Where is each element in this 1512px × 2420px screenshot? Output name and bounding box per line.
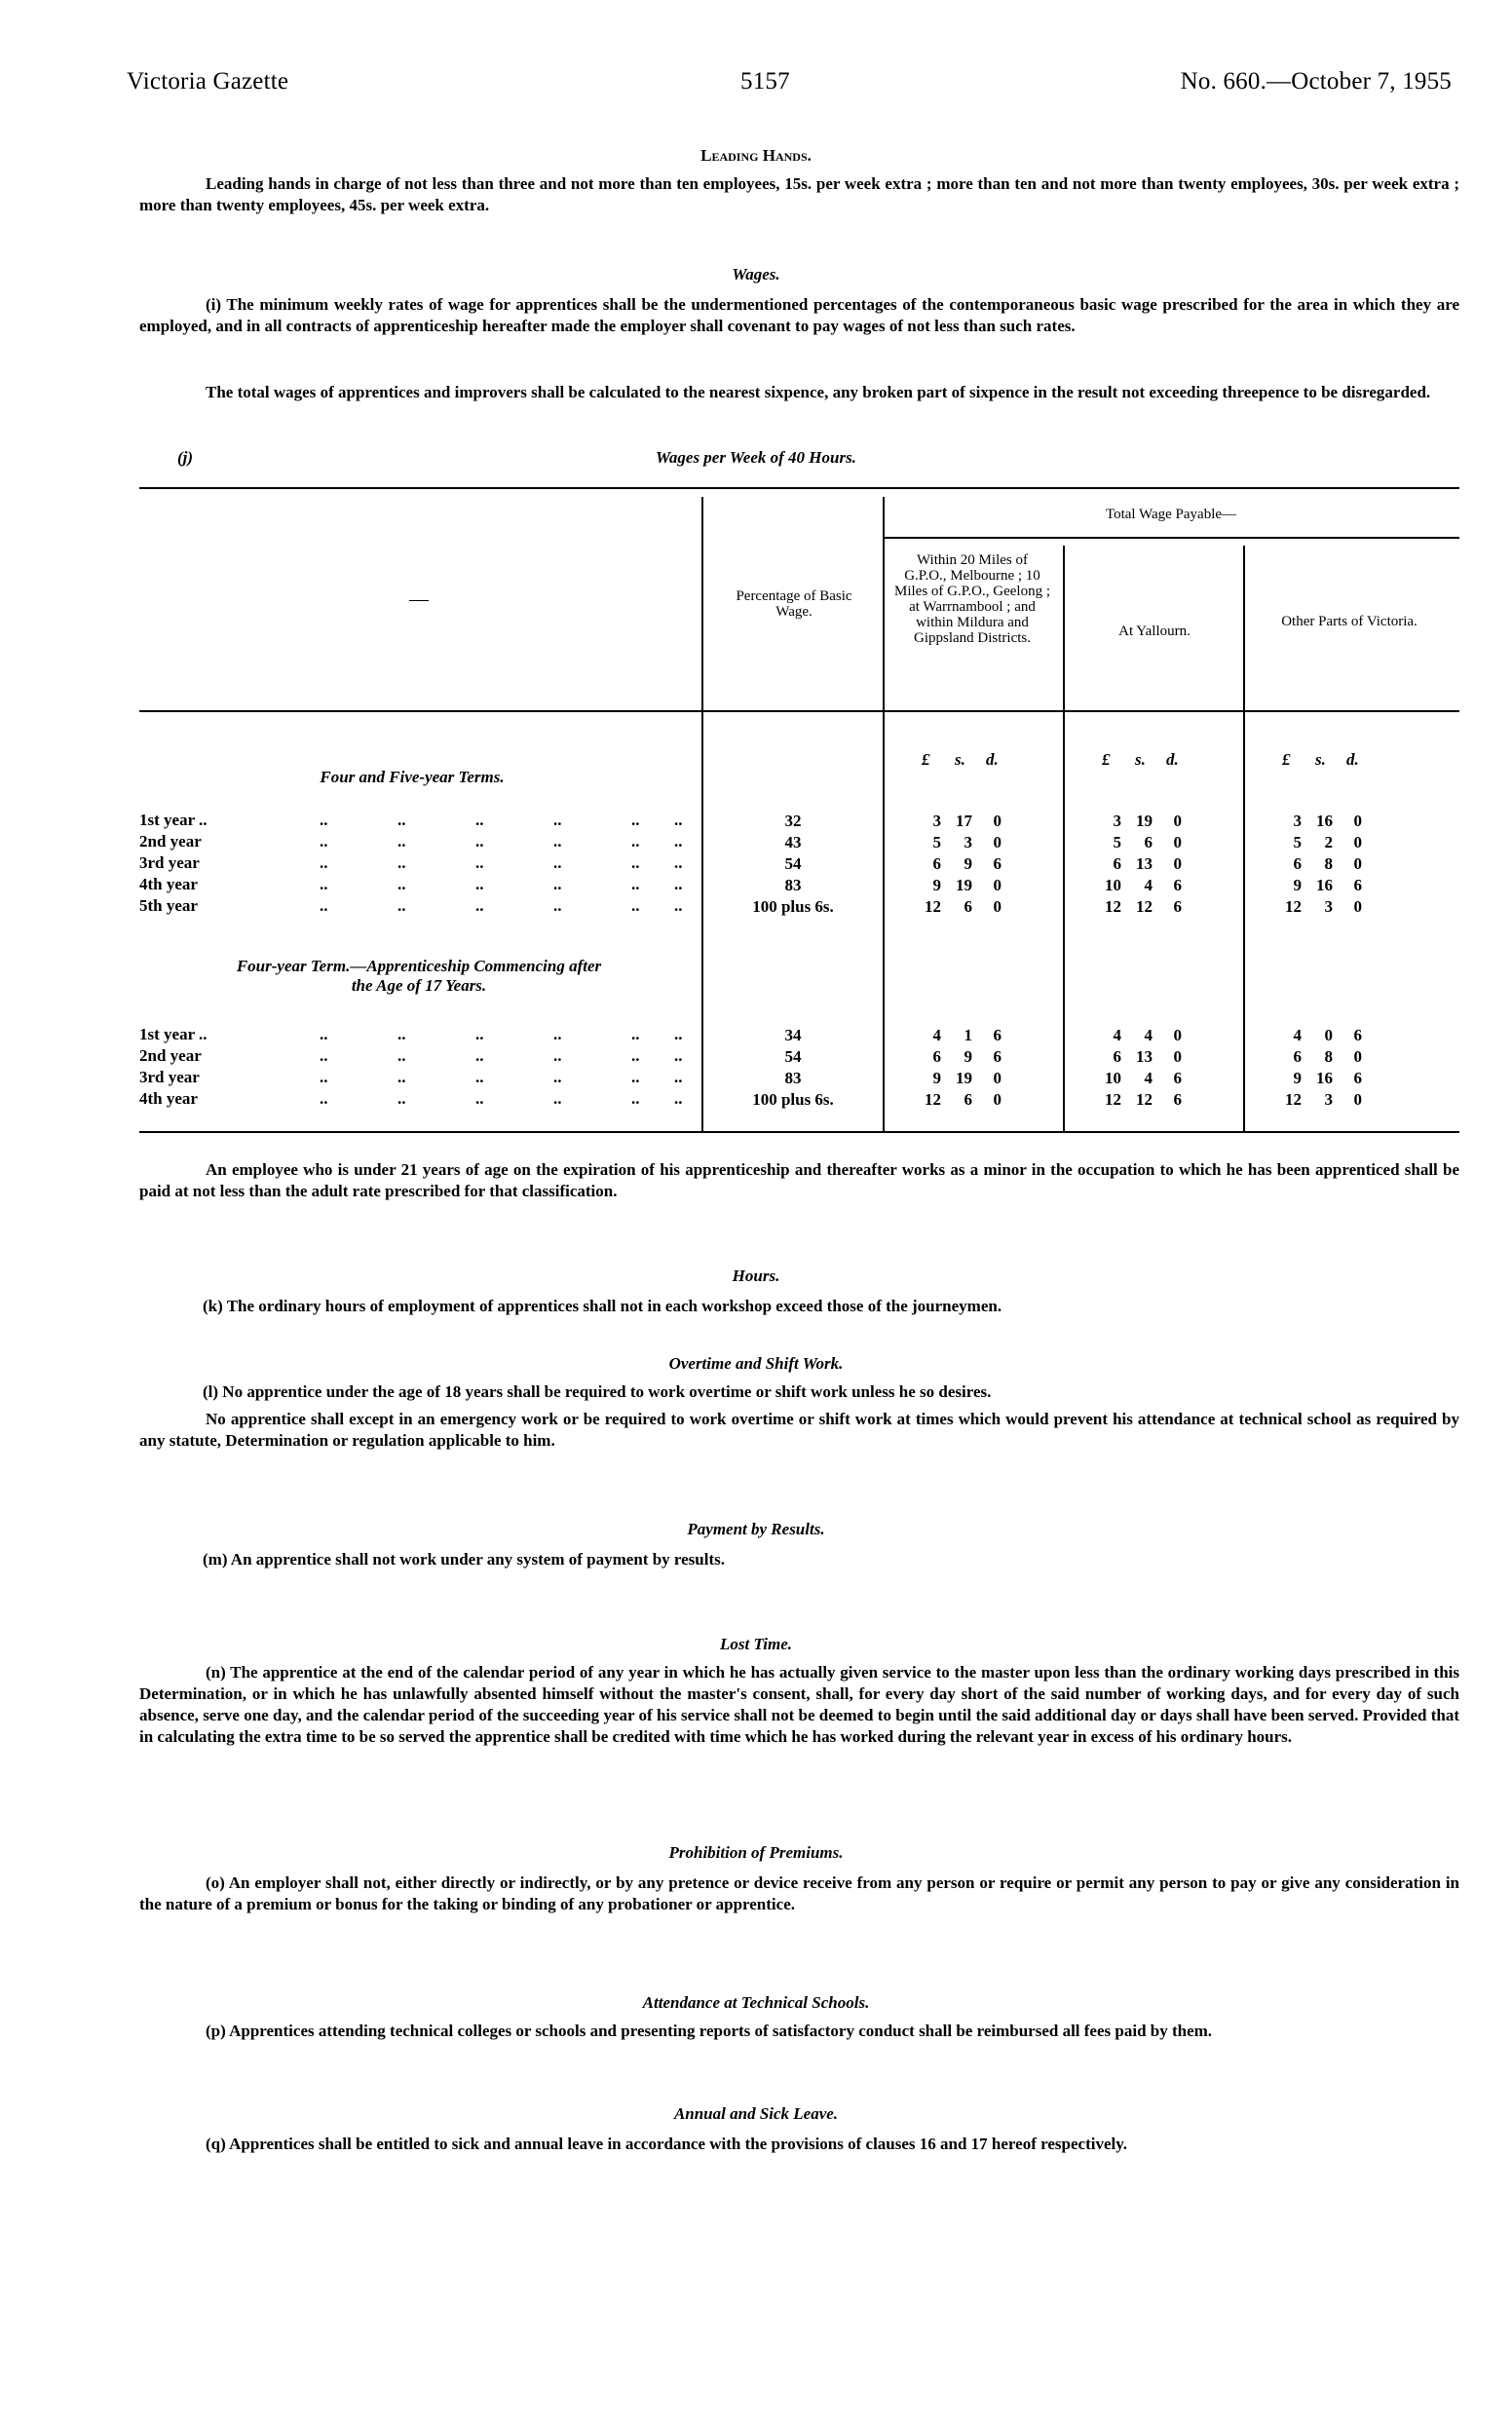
leader-dots: .. <box>631 832 640 851</box>
leader-dots: .. <box>397 896 406 915</box>
leader-dots: .. <box>397 875 406 893</box>
leading-hands-text: Leading hands in charge of not less than three and not more than ten employees, 15s. per week extra ; more than ten and not more than twenty employees, 30s. per week extra ; more than twenty employees, 45s. per week extra. <box>139 174 1459 214</box>
pence-cell: 0 <box>1353 812 1362 830</box>
leader-dots: .. <box>475 853 484 872</box>
payment-by-results-paragraph <box>139 1549 1459 1570</box>
pence-cell: 6 <box>1353 876 1362 894</box>
leader-dots: .. <box>320 1046 328 1065</box>
leader-dots: .. <box>397 1089 406 1108</box>
hours-heading: Hours. <box>732 1267 780 1285</box>
shillings-cell: 0 <box>1324 1026 1333 1044</box>
lost-time-text: (n) The apprentice at the end of the calendar period of any year in which he has actually given service to the master upon less than the ordinary working days prescribed in this Determination, or in which he has unlawfully absented himself without the master's consent, shall, for every day short of the said number of working days, and for every day of such absence, serve one day, and the calendar period of the succeeding year of his service shall not be deemed to begin until the said additional day or days shall have been served. Provided that in calculating the extra time to be so served the apprentice shall be credited with time which he has worked during the relevant year in excess of his ordinary hours. <box>139 1663 1459 1746</box>
hours-paragraph <box>139 1296 1459 1317</box>
leader-dots: .. <box>475 896 484 915</box>
shillings-cell: 19 <box>1136 812 1153 830</box>
shillings-cell: 2 <box>1324 833 1333 851</box>
pounds-cell: 6 <box>1293 1047 1302 1066</box>
shillings-cell: 8 <box>1324 1047 1333 1066</box>
table-title: Wages per Week of 40 Hours. <box>656 448 856 467</box>
shillings-cell: 16 <box>1316 1069 1333 1087</box>
technical-schools-paragraph <box>139 2021 1459 2042</box>
leave-heading: Annual and Sick Leave. <box>673 2104 839 2123</box>
leader-dots: .. <box>397 832 406 851</box>
wages-rounding-text: The total wages of apprentices and improvers shall be calculated to the nearest sixpence, any broken part of sixpence in the result not exceeding threepence to be disregarded. <box>206 383 1431 401</box>
leader-dots: .. <box>674 853 683 872</box>
pounds-cell: 5 <box>1293 833 1302 851</box>
row-year-label: 4th year <box>139 875 198 893</box>
currency-unit-header: £ <box>1282 750 1291 769</box>
leader-dots: .. <box>553 1046 562 1065</box>
shillings-cell: 3 <box>1324 897 1333 916</box>
publication-title: Victoria Gazette <box>127 68 289 95</box>
percentage-cell: 100 plus 6s. <box>752 897 834 916</box>
leader-dots: .. <box>397 1025 406 1043</box>
pounds-cell: 12 <box>925 897 941 916</box>
header-yallourn: At Yallourn. <box>1118 624 1191 639</box>
wages-i-text: (i) The minimum weekly rates of wage for apprentices shall be the undermentioned percentages of the contemporaneous basic wage prescribed for the area in which they are employed, and in all contracts of apprenticeship hereafter made the employer shall covenant to pay wages of not less than such rates. <box>139 295 1459 335</box>
shillings-cell: 13 <box>1136 854 1153 873</box>
leader-dots: .. <box>320 832 328 851</box>
pence-cell: 0 <box>1173 812 1182 830</box>
blank-header-dash: — <box>409 588 429 610</box>
leader-dots: .. <box>397 1046 406 1065</box>
shillings-cell: 12 <box>1136 1090 1153 1109</box>
pounds-cell: 6 <box>932 854 941 873</box>
row-year-label: 2nd year <box>139 1046 202 1065</box>
leader-dots: .. <box>475 1068 484 1086</box>
table-clause-label: (j) <box>177 448 194 467</box>
leader-dots: .. <box>320 875 328 893</box>
pence-cell: 0 <box>993 812 1002 830</box>
percentage-cell: 43 <box>784 833 802 851</box>
pounds-cell: 4 <box>1293 1026 1302 1044</box>
row-year-label: 1st year .. <box>139 811 208 829</box>
leader-dots: .. <box>553 1025 562 1043</box>
percentage-cell: 100 plus 6s. <box>752 1090 834 1109</box>
pounds-cell: 12 <box>1285 897 1302 916</box>
leader-dots: .. <box>674 1068 683 1086</box>
shillings-cell: 6 <box>964 1090 972 1109</box>
pence-cell: 0 <box>993 876 1002 894</box>
pounds-cell: 12 <box>1105 897 1121 916</box>
leader-dots: .. <box>320 811 328 829</box>
leader-dots: .. <box>475 875 484 893</box>
wages-heading: Wages. <box>732 265 780 284</box>
shillings-cell: 9 <box>964 854 972 873</box>
overtime-heading: Overtime and Shift Work. <box>668 1354 844 1373</box>
pounds-cell: 9 <box>1293 1069 1302 1087</box>
lost-time-paragraph <box>139 1662 1459 1748</box>
pence-cell: 6 <box>1173 1090 1182 1109</box>
pounds-cell: 4 <box>932 1026 941 1044</box>
currency-unit-header: s. <box>1135 750 1146 769</box>
wages-rounding-paragraph <box>139 382 1459 403</box>
leader-dots: .. <box>397 811 406 829</box>
minor-note-text: An employee who is under 21 years of age on the expiration of his apprenticeship and thereafter works as a minor in the occupation to which he has been apprenticed shall be paid at not less than the adult rate prescribed for that classification. <box>139 1160 1459 1200</box>
currency-unit-header: £ <box>1102 750 1111 769</box>
leader-dots: .. <box>631 875 640 893</box>
leader-dots: .. <box>553 1068 562 1086</box>
pence-cell: 0 <box>1353 833 1362 851</box>
shillings-cell: 19 <box>956 1069 972 1087</box>
pence-cell: 0 <box>1173 833 1182 851</box>
lost-time-heading: Lost Time. <box>720 1635 792 1653</box>
group-header-rule <box>883 537 1459 539</box>
minor-note-paragraph <box>139 1159 1459 1202</box>
row-year-label: 5th year <box>139 896 198 915</box>
leader-dots: .. <box>674 896 683 915</box>
pence-cell: 0 <box>1173 1047 1182 1066</box>
header-bottom-rule <box>139 710 1459 712</box>
pounds-cell: 9 <box>1293 876 1302 894</box>
pounds-cell: 5 <box>932 833 941 851</box>
leader-dots: .. <box>320 896 328 915</box>
leader-dots: .. <box>553 875 562 893</box>
pence-cell: 0 <box>993 1069 1002 1087</box>
leader-dots: .. <box>553 853 562 872</box>
shillings-cell: 3 <box>964 833 972 851</box>
row-year-label: 4th year <box>139 1089 198 1108</box>
shillings-cell: 6 <box>964 897 972 916</box>
shillings-cell: 4 <box>1144 1026 1153 1044</box>
leader-dots: .. <box>631 853 640 872</box>
section-title-line-1: Four-year Term.—Apprenticeship Commencing after <box>236 957 602 975</box>
overtime-paragraph-2 <box>139 1409 1459 1452</box>
payment-by-results-text: (m) An apprentice shall not work under any system of payment by results. <box>203 1550 726 1569</box>
currency-unit-header: d. <box>986 750 999 769</box>
currency-unit-header: £ <box>922 750 930 769</box>
overtime-2-text: No apprentice shall except in an emergency work or be required to work overtime or shift work at times which would prevent his attendance at technical school as required by any statute, Determination or regulation applicable to him. <box>139 1410 1459 1450</box>
leader-dots: .. <box>631 1025 640 1043</box>
pounds-cell: 6 <box>1293 854 1302 873</box>
leave-text: (q) Apprentices shall be entitled to sick and annual leave in accordance with the provisions of clauses 16 and 17 hereof respectively. <box>206 2135 1128 2153</box>
pounds-cell: 4 <box>1113 1026 1121 1044</box>
shillings-cell: 9 <box>964 1047 972 1066</box>
pounds-cell: 6 <box>1113 1047 1121 1066</box>
pounds-cell: 6 <box>1113 854 1121 873</box>
section-title-four-five-year: Four and Five-year Terms. <box>320 768 505 786</box>
shillings-cell: 16 <box>1316 812 1333 830</box>
leader-dots: .. <box>674 1025 683 1043</box>
header-melbourne-zone: Within 20 Miles of G.P.O., Melbourne ; 10 Miles of G.P.O., Geelong ; at Warrnambool ; and within Mildura and Gippsland Districts. <box>894 552 1050 646</box>
pounds-cell: 5 <box>1113 833 1121 851</box>
leader-dots: .. <box>475 832 484 851</box>
issue-date: No. 660.—October 7, 1955 <box>1180 68 1452 95</box>
pence-cell: 0 <box>1353 897 1362 916</box>
pounds-cell: 3 <box>1113 812 1121 830</box>
section-title-four-year-after-17 <box>146 957 692 996</box>
leader-dots: .. <box>475 811 484 829</box>
leader-dots: .. <box>475 1046 484 1065</box>
leader-dots: .. <box>674 875 683 893</box>
overtime-l-text: (l) No apprentice under the age of 18 years shall be required to work overtime or shift work unless he so desires. <box>203 1382 992 1401</box>
shillings-cell: 3 <box>1324 1090 1333 1109</box>
table-bottom-rule <box>139 1131 1459 1133</box>
pounds-cell: 12 <box>1285 1090 1302 1109</box>
percentage-cell: 54 <box>784 1047 802 1066</box>
header-percentage: Percentage of Basic Wage. <box>736 588 852 620</box>
leader-dots: .. <box>553 832 562 851</box>
table-top-rule <box>139 487 1459 489</box>
pence-cell: 6 <box>1173 876 1182 894</box>
hours-text: (k) The ordinary hours of employment of apprentices shall not in each workshop exceed those of the journeymen. <box>203 1297 1002 1315</box>
technical-schools-heading: Attendance at Technical Schools. <box>642 1993 870 2012</box>
header-other-parts: Other Parts of Victoria. <box>1281 614 1418 629</box>
shillings-cell: 1 <box>964 1026 972 1044</box>
shillings-cell: 13 <box>1136 1047 1153 1066</box>
page-number: 5157 <box>740 68 790 95</box>
leading-hands-heading: Leading Hands. <box>700 146 812 165</box>
percentage-cell: 54 <box>784 854 802 873</box>
leader-dots: .. <box>475 1025 484 1043</box>
shillings-cell: 6 <box>1144 833 1153 851</box>
premiums-text: (o) An employer shall not, either directly or indirectly, or by any pretence or device receive from any person or require or permit any person to pay or give any consideration in the nature of a premium or bonus for the taking or binding of any probationer or apprentice. <box>139 1873 1459 1913</box>
pounds-cell: 12 <box>925 1090 941 1109</box>
leader-dots: .. <box>674 811 683 829</box>
payment-by-results-heading: Payment by Results. <box>687 1520 825 1538</box>
leader-dots: .. <box>320 853 328 872</box>
currency-unit-header: d. <box>1166 750 1179 769</box>
pence-cell: 6 <box>1173 1069 1182 1087</box>
shillings-cell: 17 <box>956 812 972 830</box>
currency-unit-header: s. <box>1315 750 1326 769</box>
percentage-cell: 83 <box>784 876 802 894</box>
pounds-cell: 9 <box>932 876 941 894</box>
pence-cell: 0 <box>993 1090 1002 1109</box>
shillings-cell: 12 <box>1136 897 1153 916</box>
percentage-cell: 83 <box>784 1069 802 1087</box>
premiums-heading: Prohibition of Premiums. <box>668 1843 844 1862</box>
pence-cell: 0 <box>1173 854 1182 873</box>
pence-cell: 0 <box>993 897 1002 916</box>
pence-cell: 6 <box>1173 897 1182 916</box>
shillings-cell: 4 <box>1144 876 1153 894</box>
leader-dots: .. <box>631 1046 640 1065</box>
pence-cell: 0 <box>1173 1026 1182 1044</box>
pence-cell: 6 <box>1353 1026 1362 1044</box>
pounds-cell: 6 <box>932 1047 941 1066</box>
row-year-label: 3rd year <box>139 1068 200 1086</box>
leader-dots: .. <box>553 1089 562 1108</box>
pence-cell: 6 <box>993 1047 1002 1066</box>
leader-dots: .. <box>674 1089 683 1108</box>
pounds-cell: 12 <box>1105 1090 1121 1109</box>
row-year-label: 3rd year <box>139 853 200 872</box>
row-year-label: 2nd year <box>139 832 202 851</box>
column-divider-4 <box>1243 546 1245 1131</box>
leader-dots: .. <box>397 853 406 872</box>
shillings-cell: 8 <box>1324 854 1333 873</box>
leader-dots: .. <box>320 1089 328 1108</box>
pounds-cell: 3 <box>1293 812 1302 830</box>
shillings-cell: 16 <box>1316 876 1333 894</box>
section-title-line-2: the Age of 17 Years. <box>351 976 487 995</box>
shillings-cell: 4 <box>1144 1069 1153 1087</box>
leader-dots: .. <box>674 1046 683 1065</box>
pence-cell: 0 <box>1353 1090 1362 1109</box>
leader-dots: .. <box>553 811 562 829</box>
column-divider-3 <box>1063 546 1065 1131</box>
leader-dots: .. <box>631 811 640 829</box>
leader-dots: .. <box>320 1025 328 1043</box>
leader-dots: .. <box>553 896 562 915</box>
leader-dots: .. <box>631 1068 640 1086</box>
column-divider-2 <box>883 497 885 1131</box>
pounds-cell: 9 <box>932 1069 941 1087</box>
premiums-paragraph <box>139 1872 1459 1915</box>
leader-dots: .. <box>631 896 640 915</box>
leader-dots: .. <box>475 1089 484 1108</box>
currency-unit-header: s. <box>955 750 965 769</box>
row-year-label: 1st year .. <box>139 1025 208 1043</box>
currency-unit-header: d. <box>1346 750 1359 769</box>
overtime-paragraph-l <box>139 1381 1459 1403</box>
leader-dots: .. <box>674 832 683 851</box>
percentage-cell: 34 <box>784 1026 802 1044</box>
pence-cell: 0 <box>1353 854 1362 873</box>
pence-cell: 6 <box>1353 1069 1362 1087</box>
header-total-wage-payable: Total Wage Payable— <box>1105 507 1237 522</box>
technical-schools-text: (p) Apprentices attending technical colleges or schools and presenting reports of satisfactory conduct shall be reimbursed all fees paid by them. <box>206 2022 1213 2040</box>
pounds-cell: 3 <box>932 812 941 830</box>
pounds-cell: 10 <box>1105 1069 1121 1087</box>
pence-cell: 6 <box>993 1026 1002 1044</box>
wages-paragraph-i <box>139 294 1459 337</box>
pence-cell: 0 <box>1353 1047 1362 1066</box>
leader-dots: .. <box>397 1068 406 1086</box>
pence-cell: 6 <box>993 854 1002 873</box>
pounds-cell: 10 <box>1105 876 1121 894</box>
percentage-cell: 32 <box>784 812 802 830</box>
shillings-cell: 19 <box>956 876 972 894</box>
leader-dots: .. <box>631 1089 640 1108</box>
pence-cell: 0 <box>993 833 1002 851</box>
leading-hands-paragraph <box>139 173 1459 216</box>
leave-paragraph <box>139 2134 1459 2155</box>
leader-dots: .. <box>320 1068 328 1086</box>
